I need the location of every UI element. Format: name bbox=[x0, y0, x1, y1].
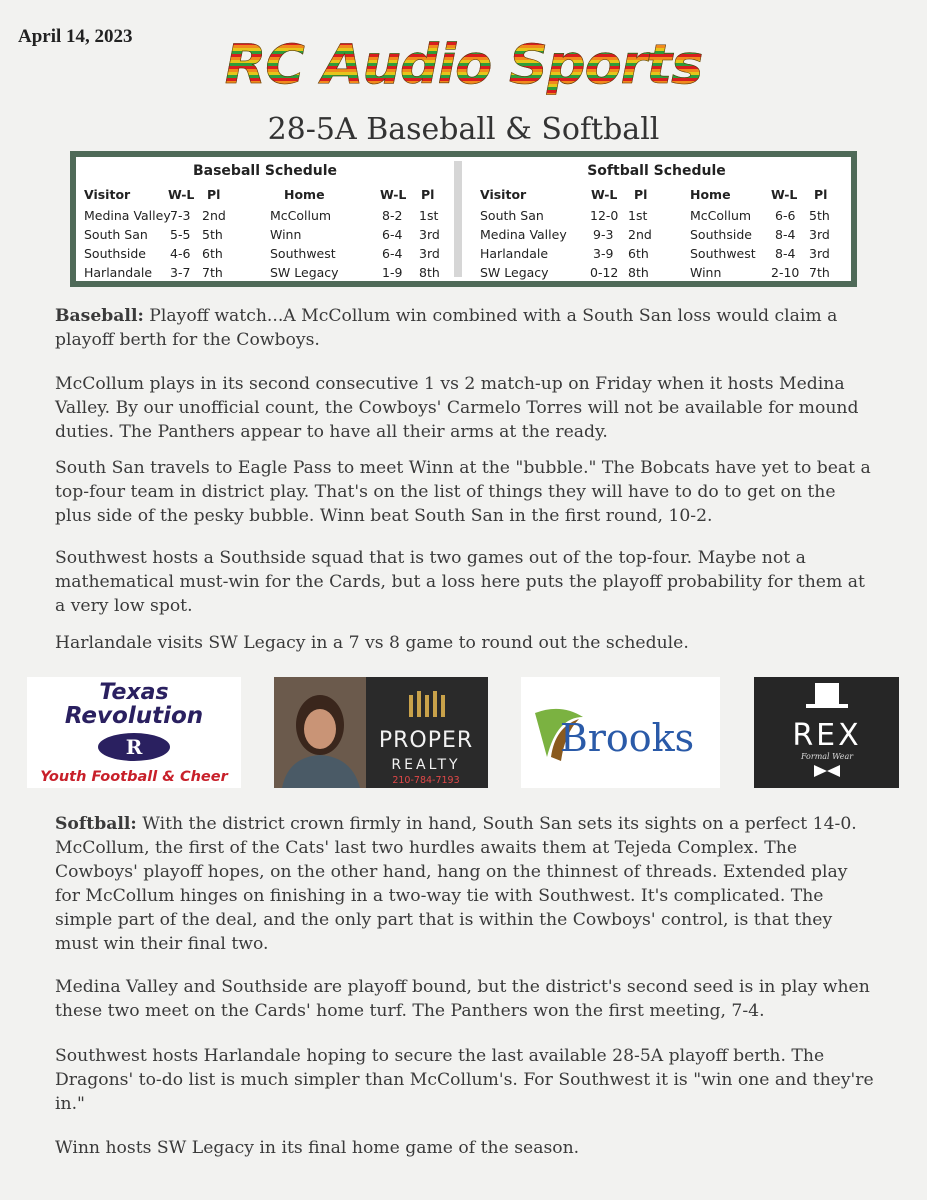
table-cell: South San bbox=[84, 227, 148, 242]
baseball-paragraph: Southwest hosts a Southside squad that is two games out of the top-four. Maybe not a mathematical must-win for the Cards, but a loss here puts the playoff probability for them at a very low spot. bbox=[55, 548, 865, 616]
table-cell: 6-4 bbox=[382, 227, 403, 242]
table-cell: Winn bbox=[270, 227, 302, 242]
brooks-name: Brooks bbox=[559, 716, 695, 760]
table-cell: 7th bbox=[809, 265, 830, 280]
table-cell: Medina Valley bbox=[84, 208, 171, 223]
softball-paragraph: Southwest hosts Harlandale hoping to secure the last available 28-5A playoff berth. The Dragons' to-do list is much simpler than McCollum's. For Southwest it is "win one and they're in." bbox=[55, 1046, 874, 1114]
table-cell: McCollum bbox=[690, 208, 752, 223]
baseball-label: Baseball: bbox=[55, 306, 144, 326]
baseball-paragraph: Harlandale visits SW Legacy in a 7 vs 8 game to round out the schedule. bbox=[55, 633, 689, 653]
softball-schedule-title: Softball Schedule bbox=[587, 163, 726, 179]
table-cell: 8th bbox=[419, 265, 440, 280]
proper-sub: REALTY bbox=[391, 757, 461, 773]
proper-phone: 210-784-7193 bbox=[392, 775, 460, 786]
table-divider bbox=[454, 161, 462, 277]
table-cell: 7th bbox=[202, 265, 223, 280]
rex-sub: Formal Wear bbox=[800, 752, 854, 761]
texas-badge-letter: R bbox=[125, 735, 143, 759]
table-cell: 8-2 bbox=[382, 208, 403, 223]
top-hat-icon bbox=[815, 683, 839, 705]
column-header: Visitor bbox=[480, 187, 527, 202]
softball-paragraph: Medina Valley and Southside are playoff bound, but the district's second seed is in play when these two meet on the Cards' home turf. The Panthers won the first meeting, 7-4. bbox=[55, 977, 870, 1021]
table-cell: 9-3 bbox=[593, 227, 614, 242]
sponsor-rex[interactable] bbox=[754, 677, 899, 788]
softball-intro-text: With the district crown firmly in hand, South San sets its sights on a perfect 14-0. McCollum, the first of the Cats' last two hurdles awaits them at Tejeda Complex. The Cowboys' playoff hopes, on the other hand, hang on the thinnest of threads. Extended play for McCollum hinges on finishing in a two-way tie with Southwest. It's complicated. The simple part of the deal, and the only part that is within the Cowboys' control, is that they must win their final two. bbox=[55, 814, 857, 954]
page-subtitle: 28-5A Baseball & Softball bbox=[267, 112, 660, 147]
column-header: W-L bbox=[771, 187, 798, 202]
table-cell: 3-7 bbox=[170, 265, 191, 280]
sponsor-proper-realty[interactable] bbox=[274, 677, 488, 788]
texas-revolution-logo bbox=[27, 677, 241, 788]
baseball-schedule-table bbox=[76, 157, 454, 281]
table-cell: 3rd bbox=[419, 246, 440, 261]
column-header: Pl bbox=[814, 187, 828, 202]
column-header: Pl bbox=[207, 187, 221, 202]
table-cell: SW Legacy bbox=[270, 265, 339, 280]
table-cell: 3-9 bbox=[593, 246, 614, 261]
table-cell: Medina Valley bbox=[480, 227, 567, 242]
bow-tie-icon bbox=[814, 765, 840, 777]
table-cell: 12-0 bbox=[590, 208, 619, 223]
table-cell: McCollum bbox=[270, 208, 332, 223]
baseball-intro-paragraph bbox=[55, 304, 875, 352]
table-cell: 6-6 bbox=[775, 208, 796, 223]
table-cell: 6th bbox=[628, 246, 649, 261]
baseball-schedule-title: Baseball Schedule bbox=[192, 163, 337, 179]
table-cell: 5th bbox=[202, 227, 223, 242]
table-cell: Southside bbox=[84, 246, 146, 261]
table-cell: 8th bbox=[628, 265, 649, 280]
baseball-paragraph: McCollum plays in its second consecutive 1 vs 2 match-up on Friday when it hosts Medina Valley. By our unofficial count, the Cowboys' Carmelo Torres will not be available for mound duties. The Panthers appear to have all their arms at the ready. bbox=[55, 374, 859, 442]
baseball-paragraph: South San travels to Eagle Pass to meet Winn at the "bubble." The Bobcats have yet to beat a top-four team in district play. That's on the list of things they will have to do to get on the plus side of the pesky bubble. Winn beat South San in the first round, 10-2. bbox=[55, 458, 871, 526]
column-header: W-L bbox=[380, 187, 407, 202]
softball-intro-paragraph bbox=[55, 812, 875, 956]
table-cell: SW Legacy bbox=[480, 265, 549, 280]
softball-schedule-table bbox=[462, 157, 851, 281]
schedule-tables bbox=[70, 151, 857, 287]
column-header: Pl bbox=[634, 187, 648, 202]
column-header: W-L bbox=[591, 187, 618, 202]
baseball-intro-text: Playoff watch...A McCollum win combined with a South San loss would claim a playoff berth for the Cowboys. bbox=[55, 306, 838, 350]
softball-label: Softball: bbox=[55, 814, 137, 834]
table-cell: South San bbox=[480, 208, 544, 223]
rex-name: REX bbox=[792, 718, 862, 753]
brand-logo-text: RC Audio Sports bbox=[0, 30, 927, 100]
column-header: W-L bbox=[168, 187, 195, 202]
column-header: Pl bbox=[421, 187, 435, 202]
sponsor-texas-revolution[interactable] bbox=[27, 677, 241, 788]
proper-logo-icon bbox=[409, 691, 445, 717]
table-cell: Harlandale bbox=[84, 265, 153, 280]
column-header: Visitor bbox=[84, 187, 131, 202]
table-cell: 4-6 bbox=[170, 246, 191, 261]
table-cell: Southwest bbox=[690, 246, 756, 261]
brooks-logo bbox=[521, 677, 720, 788]
table-cell: Harlandale bbox=[480, 246, 549, 261]
rex-logo bbox=[754, 677, 899, 788]
table-cell: Southside bbox=[690, 227, 752, 242]
table-cell: 6-4 bbox=[382, 246, 403, 261]
table-cell: 1st bbox=[628, 208, 648, 223]
table-cell: 5th bbox=[809, 208, 830, 223]
proper-name: PROPER bbox=[378, 728, 474, 753]
table-cell: 2-10 bbox=[771, 265, 800, 280]
table-cell: 2nd bbox=[202, 208, 226, 223]
proper-realty-ad bbox=[274, 677, 488, 788]
column-header: Home bbox=[284, 187, 325, 202]
table-cell: 2nd bbox=[628, 227, 652, 242]
texas-line2: Revolution bbox=[64, 703, 204, 729]
table-cell: 5-5 bbox=[170, 227, 191, 242]
texas-line3: Youth Football & Cheer bbox=[40, 769, 228, 785]
column-header: Home bbox=[690, 187, 731, 202]
table-cell: Winn bbox=[690, 265, 722, 280]
table-cell: Southwest bbox=[270, 246, 336, 261]
sponsor-brooks[interactable] bbox=[521, 677, 720, 788]
table-cell: 1st bbox=[419, 208, 439, 223]
agent-face bbox=[304, 709, 336, 749]
table-cell: 3rd bbox=[419, 227, 440, 242]
table-cell: 7-3 bbox=[170, 208, 191, 223]
table-cell: 3rd bbox=[809, 246, 830, 261]
table-cell: 8-4 bbox=[775, 227, 796, 242]
table-cell: 3rd bbox=[809, 227, 830, 242]
softball-paragraph: Winn hosts SW Legacy in its final home game of the season. bbox=[55, 1138, 580, 1158]
table-cell: 0-12 bbox=[590, 265, 619, 280]
texas-line1: Texas bbox=[99, 680, 169, 705]
table-cell: 6th bbox=[202, 246, 223, 261]
table-cell: 1-9 bbox=[382, 265, 403, 280]
table-cell: 8-4 bbox=[775, 246, 796, 261]
